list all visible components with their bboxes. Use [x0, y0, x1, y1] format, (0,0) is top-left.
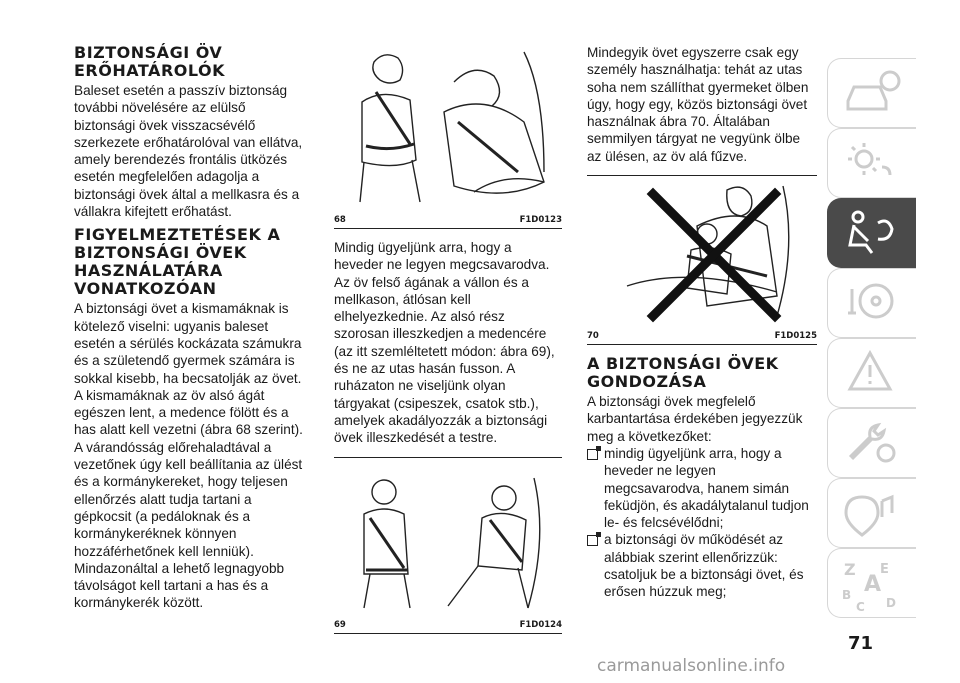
figure-70 — [587, 175, 817, 345]
tab-seat-airbag[interactable] — [827, 198, 916, 268]
tab-car-info[interactable] — [827, 58, 916, 128]
media-nav-icon — [842, 487, 902, 539]
tab-lights[interactable] — [827, 128, 916, 198]
svg-text:B: B — [842, 588, 852, 602]
figure-number: 70 — [587, 331, 599, 342]
heading-warnings: FIGYELMEZTETÉSEK A BIZTONSÁGI ÖVEK HASZNÁLATÁRA VONATKOZÓAN — [74, 225, 281, 299]
heading-care: A BIZTONSÁGI ÖVEK GONDOZÁSA — [587, 354, 779, 392]
paragraph-care-intro: A biztonsági övek megfelelő karbantartása érdekében jegyezzük meg a következőket: — [587, 394, 803, 444]
tab-warning[interactable] — [827, 338, 916, 408]
tab-steering[interactable] — [827, 268, 916, 338]
tab-index[interactable] — [827, 548, 916, 618]
checkbox-bullet-icon — [587, 449, 598, 460]
index-letters-icon — [842, 557, 912, 613]
column-3 — [587, 44, 817, 601]
svg-text:D: D — [886, 596, 896, 610]
wrench-car-icon — [842, 417, 902, 469]
child-on-lap-prohibited-illustration — [587, 176, 817, 328]
paragraph-load-limiters: Baleset esetén a passzív biztonság további növelésére az elülső biztonsági övek visszacsévélő szerkezete erőhatárolóval van ellátva, amely berendezés frontális ütközés esetén megfelelően adagolja a biztonsági övek által a mellkasra és a vállakra kifejtett erőhatást. — [74, 83, 303, 220]
figure-code: F1D0124 — [519, 619, 562, 630]
figure-68 — [334, 42, 562, 229]
figure-number: 68 — [334, 215, 346, 225]
car-info-icon — [842, 67, 902, 119]
figure-69 — [334, 457, 562, 634]
svg-text:E: E — [880, 562, 889, 577]
steering-wheel-icon — [842, 277, 902, 329]
bullet-text: mindig ügyeljünk arra, hogy a heveder ne legyen megcsavarodva, hanem simán feküdjön, és akadálytalanul tudjon le- és felcsévélődni; — [604, 445, 809, 531]
paragraph-one-person: Mindegyik övet egyszerre csak egy személy használhatja: tehát az utas soha nem szállíthat gyermeket ölben úgy, hogy egy, közös biztonsági övet használnak ábra 70. Általában semmilyen tárgyat ne vegyünk ölbe az ülésen, az öv alá fűzve. — [587, 45, 809, 164]
heading-load-limiters: BIZTONSÁGI ÖV ERŐHATÁROLÓK — [74, 43, 225, 80]
figure-code: F1D0123 — [519, 215, 562, 225]
watermark: carmanualsonline.info — [597, 656, 786, 676]
seat-airbag-icon — [842, 207, 902, 259]
figure-code: F1D0125 — [774, 331, 817, 342]
checkbox-bullet-icon — [587, 535, 598, 546]
svg-text:Z: Z — [844, 560, 856, 579]
lights-icon — [842, 137, 902, 189]
column-2 — [334, 42, 562, 634]
list-item — [587, 445, 817, 531]
seated-belt-illustration — [334, 458, 562, 618]
figure-number: 69 — [334, 619, 346, 630]
paragraph-warnings: A biztonsági övet a kismamáknak is kötelező viselni: ugyanis baleset esetén a sérülés kockázata számukra és a születendő gyermek számára is sokkal kisebb, ha becsatolják az övet. A kismamáknak az öv alsó ágát egészen lent, a medence fölött és a has alatt kell vezetni (ábra 68 szerint). A várandósság előrehaladtával a vezetőnek úgy kell beállítania az ülést és a kormánykereket, hogy teljesen ellenőrzés alatt tudja tartani a gépkocsit (a pedáloknak és a kormánykeréknek könnyen hozzáférhetőnek kell lenniük). Mindazonáltal a lehető legnagyobb távolságot kell tartani a has és a kormánykerék között. — [74, 301, 303, 611]
list-item — [587, 531, 817, 600]
tab-multimedia[interactable] — [827, 478, 916, 548]
pregnant-belt-illustration — [334, 42, 562, 212]
svg-text:A: A — [864, 572, 882, 597]
svg-text:C: C — [856, 600, 865, 613]
column-1 — [74, 44, 306, 612]
bullet-text: a biztonsági öv működését az alábbiak szerint ellenőrizzük: csatoljuk be a biztonsági övet, és erősen húzzuk meg; — [604, 532, 804, 600]
paragraph-belt-position: Mindig ügyeljünk arra, hogy a heveder ne legyen megcsavarodva. Az öv felső ágának a vállon és a mellkason, átlósan kell elhelyezkednie. Az alsó rész szorosan illeszkedjen a medencére (az itt szemléltetett módon: ábra 69), és ne az utas hasán fusson. A ruházaton ne viseljünk olyan tárgyakat (csipeszek, csatok stb.), amelyek akadályozzák a biztonsági övek illeszkedését a testre. — [334, 240, 555, 446]
warning-triangle-icon — [842, 347, 902, 399]
tab-maintenance[interactable] — [827, 408, 916, 478]
page-number: 71 — [848, 633, 874, 654]
